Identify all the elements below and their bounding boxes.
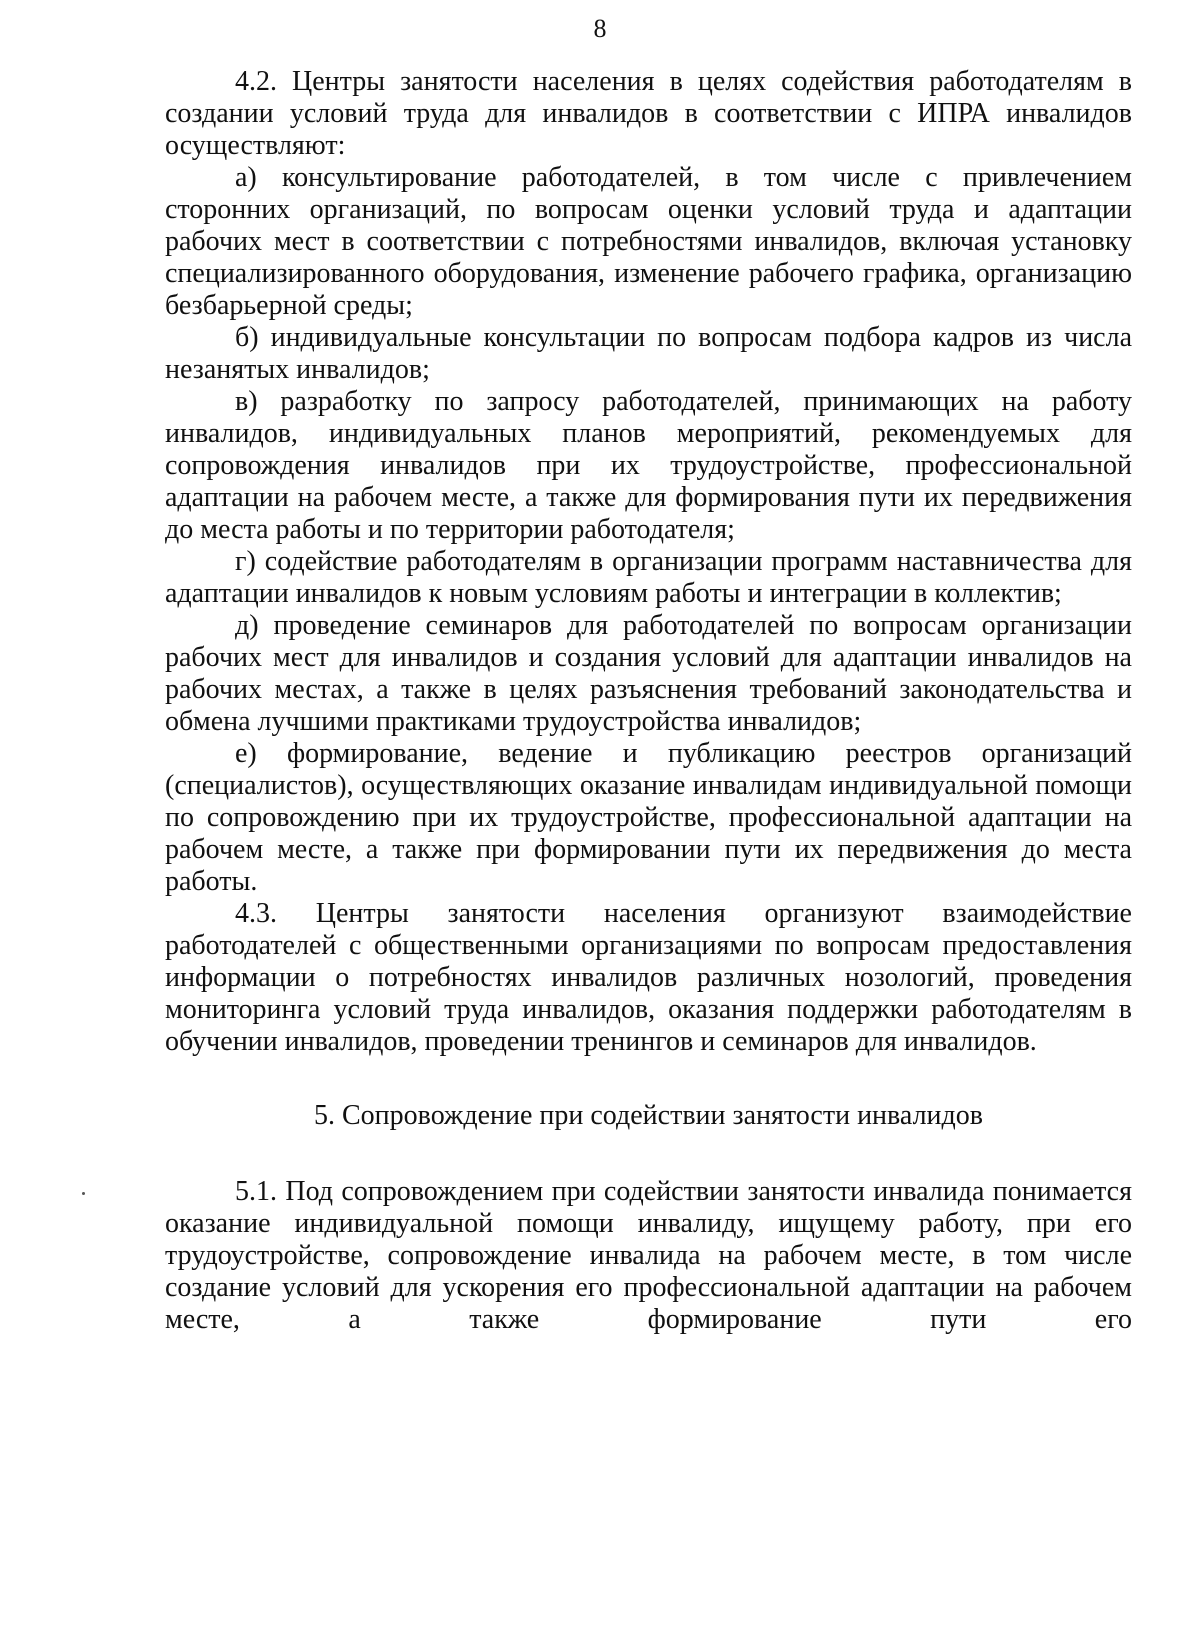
list-item-v: в) разработку по запросу работодателей, принимающих на работу инвалидов, индивидуальных планов мероприятий, рекомендуемых для сопровождения инвалидов при их трудоустройстве, профессиональной адаптации на рабочем месте, а также для формирования пути их передвижения до места работы и по территории работодателя; bbox=[165, 386, 1132, 545]
list-item-g: г) содействие работодателям в организации программ наставничества для адаптации инвалидов к новым условиям работы и интеграции в коллектив; bbox=[165, 546, 1132, 609]
paragraph-5-1: 5.1. Под сопровождением при содействии занятости инвалида понимается оказание индивидуальной помощи инвалиду, ищущему работу, при его трудоустройстве, сопровождение инвалида на рабочем месте, в том числе создание условий для ускорения его профессиональной адаптации на рабочем месте, а также формирование пути его bbox=[165, 1176, 1132, 1335]
section-heading-5: 5. Сопровождение при содействии занятости инвалидов bbox=[314, 1100, 983, 1131]
list-item-b: б) индивидуальные консультации по вопросам подбора кадров из числа незанятых инвалидов; bbox=[165, 322, 1132, 385]
document-body bbox=[165, 66, 1132, 1336]
scan-speck bbox=[82, 1192, 85, 1195]
list-item-e: е) формирование, ведение и публикацию реестров организаций (специалистов), осуществляющих оказание инвалидам индивидуальной помощи по сопровождению при их трудоустройстве, профессиональной адаптации на рабочем месте, а также при формировании пути их передвижения до места работы. bbox=[165, 738, 1132, 897]
page-number: 8 bbox=[593, 14, 607, 43]
paragraph-4-3: 4.3. Центры занятости населения организуют взаимодействие работодателей с общественными организациями по вопросам предоставления информации о потребностях инвалидов различных нозологий, проведения мониторинга условий труда инвалидов, оказания поддержки работодателям в обучении инвалидов, проведении тренингов и семинаров для инвалидов. bbox=[165, 898, 1132, 1057]
list-item-a: а) консультирование работодателей, в том числе с привлечением сторонних организаций, по вопросам оценки условий труда и адаптации рабочих мест в соответствии с потребностями инвалидов, включая установку специализированного оборудования, изменение рабочего графика, организацию безбарьерной среды; bbox=[165, 162, 1132, 321]
paragraph-4-2-intro: 4.2. Центры занятости населения в целях содействия работодателям в создании условий труда для инвалидов в соответствии с ИПРА инвалидов осуществляют: bbox=[165, 66, 1132, 161]
list-item-d: д) проведение семинаров для работодателей по вопросам организации рабочих мест для инвалидов и создания условий для адаптации инвалидов на рабочих местах, а также в целях разъяснения требований законодательства и обмена лучшими практиками трудоустройства инвалидов; bbox=[165, 610, 1132, 737]
